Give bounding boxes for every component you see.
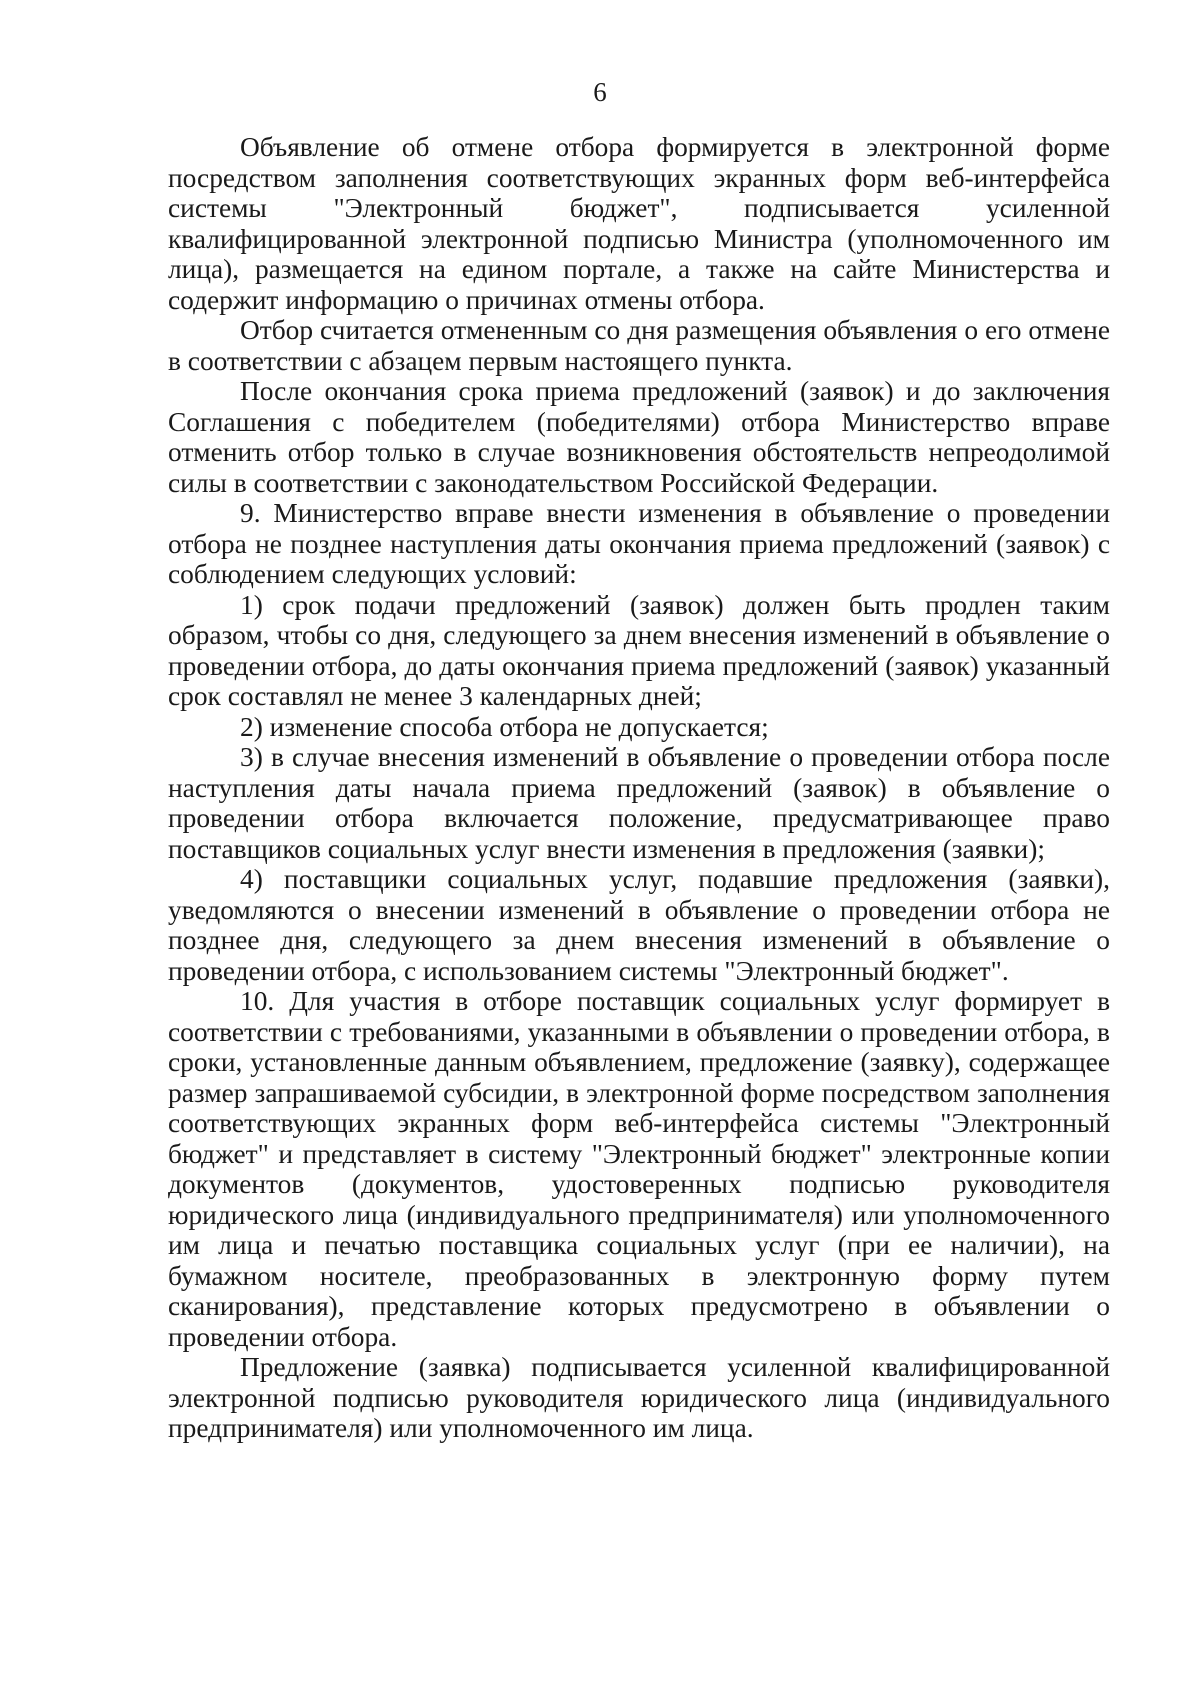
paragraph-condition-2: 2) изменение способа отбора не допускается; (240, 711, 769, 742)
paragraph-condition-4: 4) поставщики социальных услуг, подавшие предложения (заявки), уведомляются о внесении изменений в объявление о проведении отбора не позднее дня, следующего за днем внесения изменений в объявление о проведении отбора, с использованием системы "Электронный бюджет". (168, 864, 1110, 986)
paragraph-force-majeure: После окончания срока приема предложений (заявок) и до заключения Соглашения с победителем (победителями) отбора Министерство вправе отменить отбор только в случае возникновения обстоятельств непреодолимой силы в соответствии с законодательством Российской Федерации. (168, 376, 1110, 498)
page-number: 6 (593, 77, 607, 107)
paragraph-cancellation-date: Отбор считается отмененным со дня размещения объявления о его отмене в соответствии с абзацем первым настоящего пункта. (168, 315, 1110, 376)
paragraph-condition-3: 3) в случае внесения изменений в объявление о проведении отбора после наступления даты начала приема предложений (заявок) в объявление о проведении отбора включается положение, предусматривающее право поставщиков социальных услуг внести изменения в предложения (заявки); (168, 742, 1110, 864)
document-body (168, 132, 1110, 1444)
paragraph-condition-1: 1) срок подачи предложений (заявок) должен быть продлен таким образом, чтобы со дня, следующего за днем внесения изменений в объявление о проведении отбора, до даты окончания приема предложений (заявок) указанный срок составлял не менее 3 календарных дней; (168, 589, 1110, 711)
paragraph-item-10: 10. Для участия в отборе поставщик социальных услуг формирует в соответствии с требованиями, указанными в объявлении о проведении отбора, в сроки, установленные данным объявлением, предложение (заявку), содержащее размер запрашиваемой субсидии, в электронной форме посредством заполнения соответствующих экранных форм веб-интерфейса системы "Электронный бюджет" и представляет в систему "Электронный бюджет" электронные копии документов (документов, удостоверенных подписью руководителя юридического лица (индивидуального предпринимателя) или уполномоченного им лица и печатью поставщика социальных услуг (при ее наличии), на бумажном носителе, преобразованных в электронную форму путем сканирования), представление которых предусмотрено в объявлении о проведении отбора. (168, 986, 1110, 1352)
paragraph-item-9: 9. Министерство вправе внести изменения в объявление о проведении отбора не позднее наступления даты окончания приема предложений (заявок) с соблюдением следующих условий: (168, 498, 1110, 589)
paragraph-signature: Предложение (заявка) подписывается усиленной квалифицированной электронной подписью руководителя юридического лица (индивидуального предпринимателя) или уполномоченного им лица. (168, 1352, 1110, 1443)
paragraph-cancellation-notice: Объявление об отмене отбора формируется в электронной форме посредством заполнения соответствующих экранных форм веб-интерфейса системы "Электронный бюджет", подписывается усиленной квалифицированной электронной подписью Министра (уполномоченного им лица), размещается на едином портале, а также на сайте Министерства и содержит информацию о причинах отмены отбора. (168, 132, 1110, 315)
